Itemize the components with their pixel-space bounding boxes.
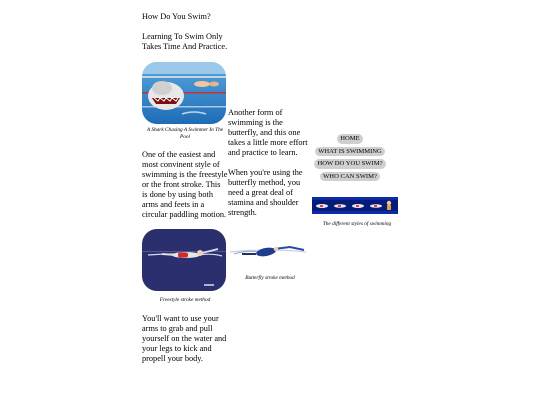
freestyle-text: One of the easiest and most convinent style of swimming is the freestyle or the front stroke. This is done by using both arms and feets in a circular paddling motion. [142,150,228,219]
butterfly-text-2: When you're using the butterfly method, you need a great deal of stamina and shoulder strength. [228,168,303,217]
butterfly-caption: Butterfly stroke method [245,275,295,281]
freestyle-caption: Freestyle stroke method [159,297,211,303]
main-nav [312,134,388,181]
nav-what-is-swimming-button[interactable]: WHAT IS SWIMMING [315,147,385,157]
intro-text: Learning To Swim Only Takes Time And Practice. [142,32,228,51]
shark-caption: A Shark Chasing A Swimmer In The Pool [146,127,224,140]
butterfly-text: Another form of swimming is the butterfly, and this one takes a little more effort and practice to learn. [228,108,308,157]
left-column [142,12,228,364]
nav-how-do-you-swim-button[interactable]: HOW DO YOU SWIM? [314,159,385,169]
right-column [312,134,402,228]
nav-who-can-swim-button[interactable]: WHO CAN SWIM? [320,172,380,182]
swim-styles-caption: The different styles of swimming [322,221,392,227]
closing-text: You'll want to use your arms to grab and pull yourself on the water and your legs to kick and propell your body. [142,314,227,363]
page-title: How Do You Swim? [142,12,211,21]
freestyle-photo [142,229,226,291]
middle-column [228,108,312,282]
swim-styles-image [312,197,398,214]
nav-home-button[interactable]: HOME [337,134,362,144]
butterfly-illustration [228,242,308,272]
shark-photo [142,62,226,124]
